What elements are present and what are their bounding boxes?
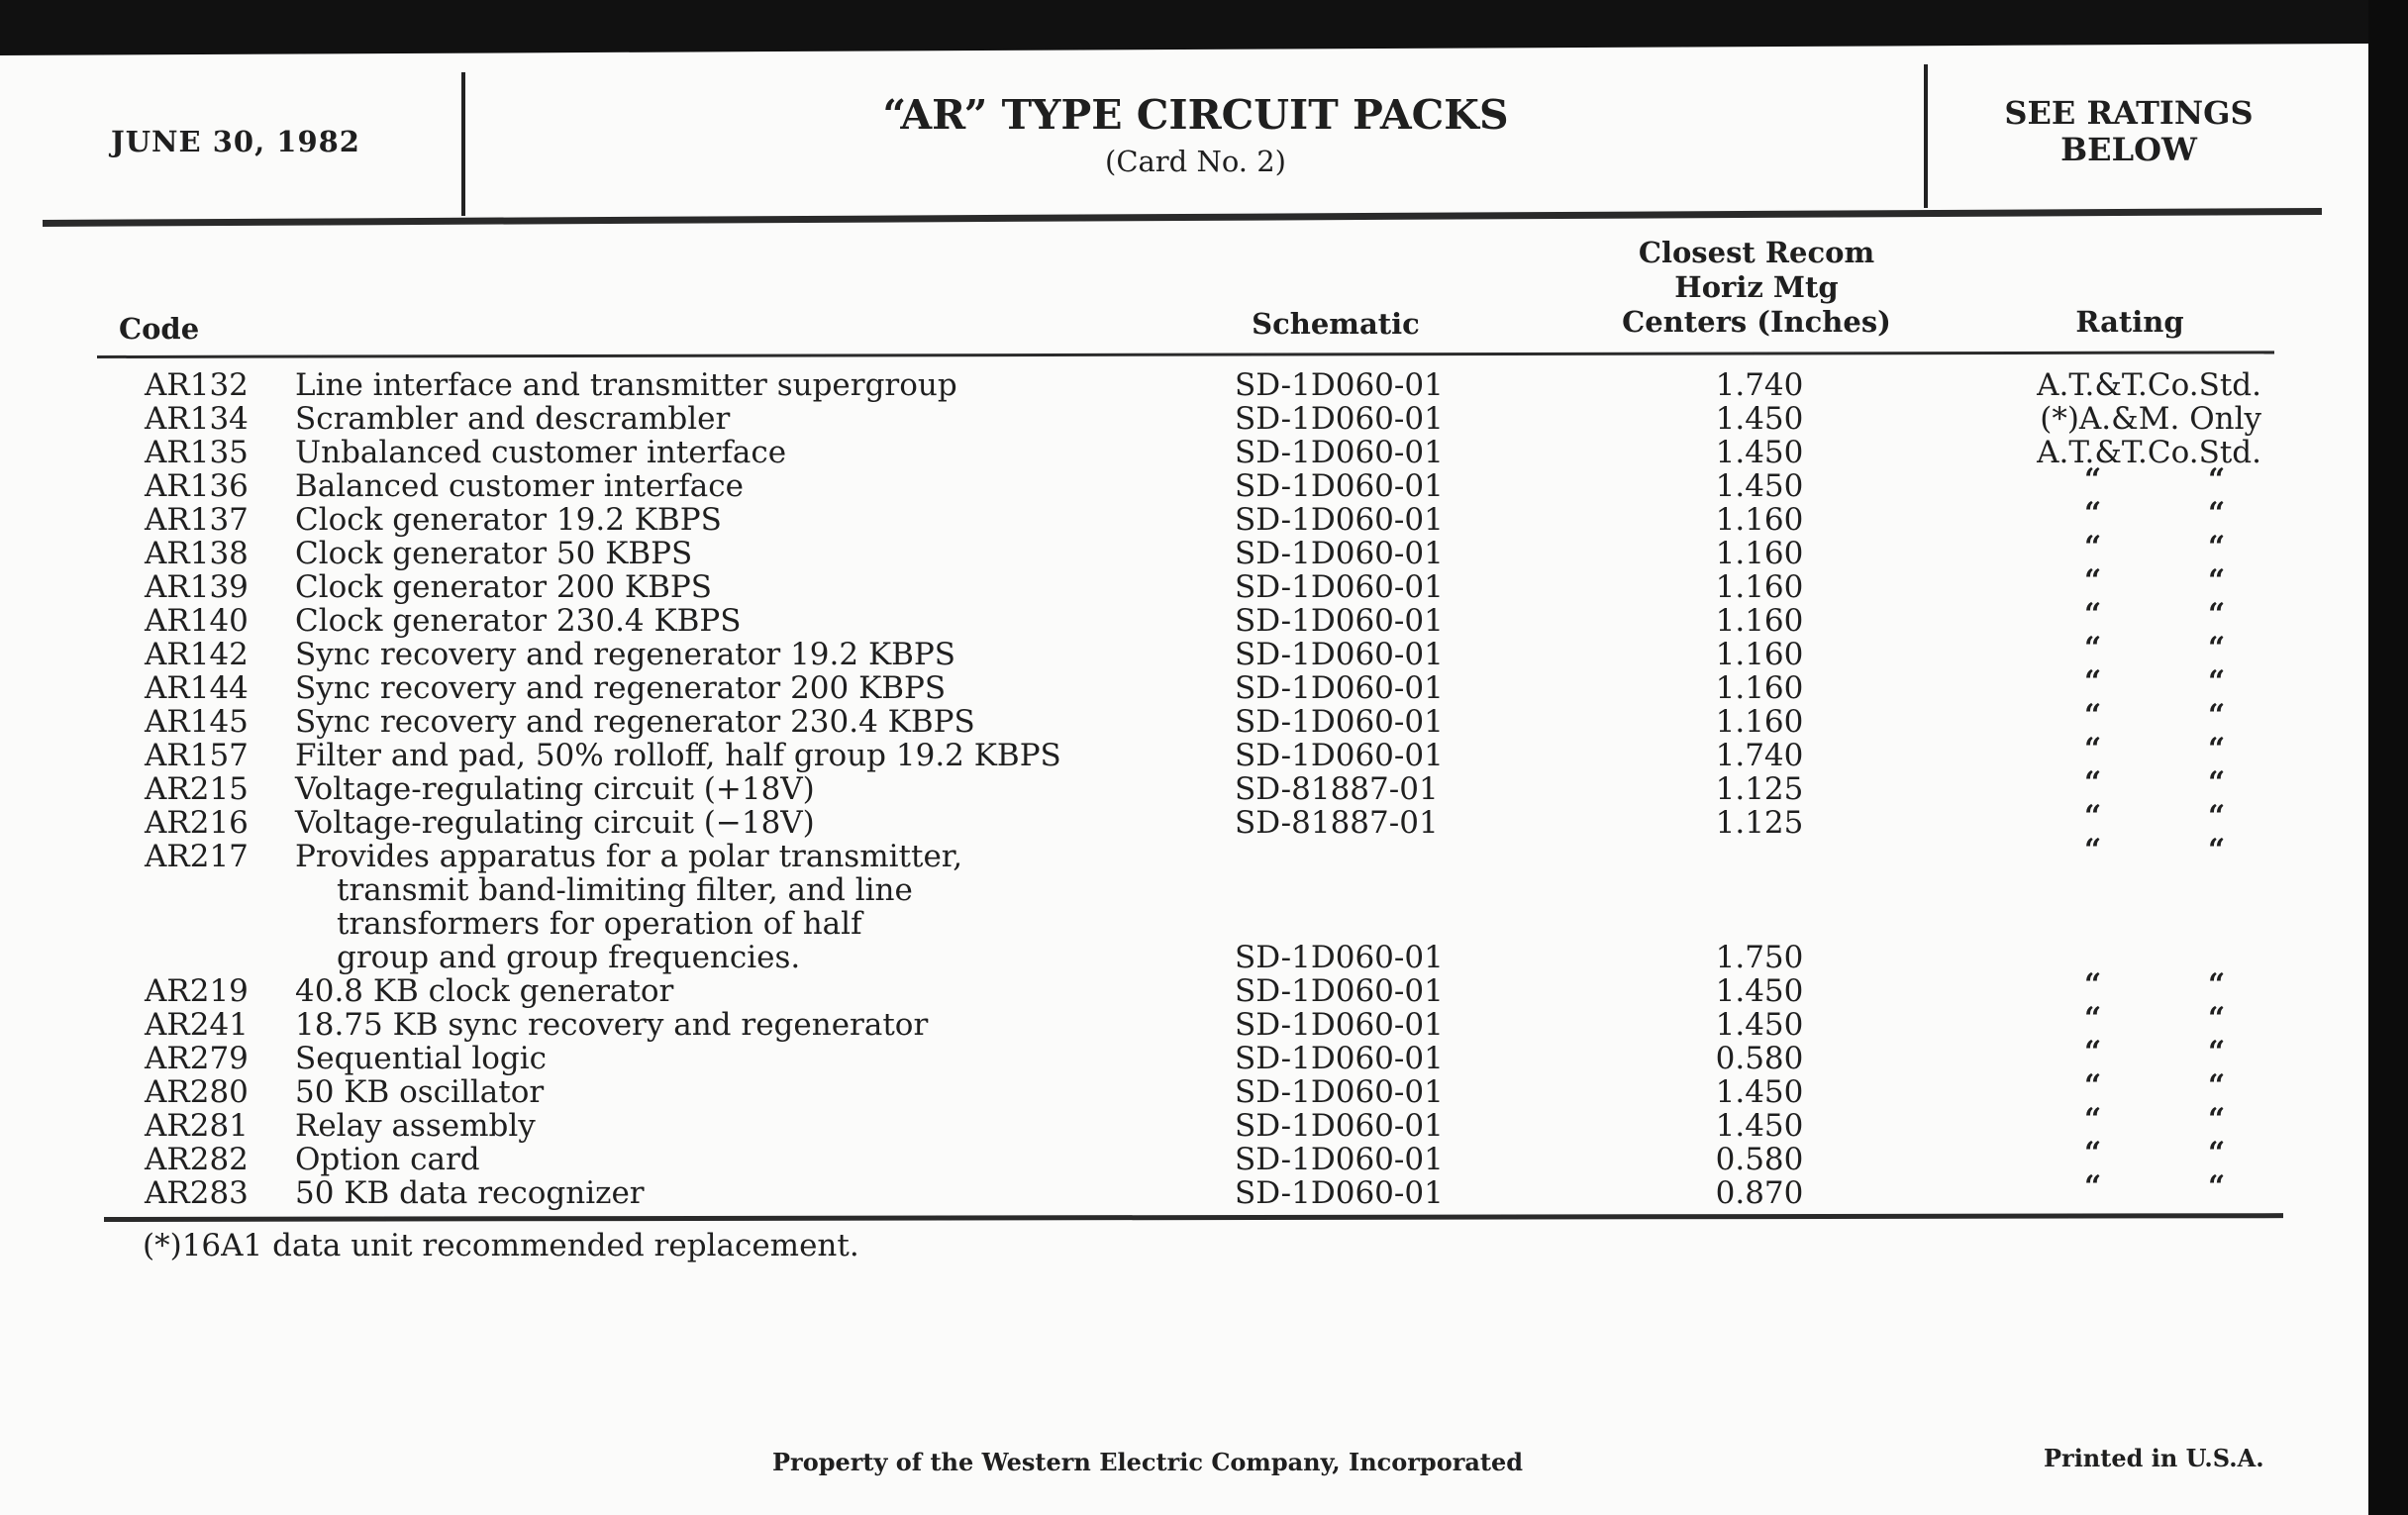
ditto-mark: “ xyxy=(2208,833,2226,867)
row-schematic: SD-1D060-01 xyxy=(1235,637,1444,672)
row-code: AR138 xyxy=(145,536,249,571)
card-subtitle: (Card No. 2) xyxy=(1105,145,1286,178)
row-code: AR135 xyxy=(145,435,249,470)
table-row xyxy=(0,462,2368,504)
row-description xyxy=(295,974,673,1008)
ratings-note-line1: SEE RATINGS xyxy=(2004,94,2254,132)
row-description xyxy=(295,638,955,671)
row-mounting-centers: 1.450 xyxy=(1715,435,1804,470)
ditto-mark: “ xyxy=(2084,563,2102,598)
description-line: Clock generator 50 KBPS xyxy=(295,536,693,571)
table-row xyxy=(0,368,2368,402)
card-title: “AR” TYPE CIRCUIT PACKS xyxy=(882,91,1509,139)
column-header-code: Code xyxy=(119,312,200,346)
ditto-mark: “ xyxy=(2084,1169,2102,1204)
table-row xyxy=(0,496,2368,538)
circuit-pack-table xyxy=(0,368,2368,1210)
description-line: Sequential logic xyxy=(295,1041,548,1076)
row-code: AR241 xyxy=(145,1007,249,1043)
row-code: AR282 xyxy=(145,1142,249,1177)
description-line: Sync recovery and regenerator 230.4 KBPS xyxy=(295,704,975,740)
row-mounting-centers: 0.870 xyxy=(1715,1175,1804,1211)
row-schematic: SD-1D060-01 xyxy=(1235,940,1444,975)
table-row xyxy=(0,631,2368,672)
row-rating: A.T.&T.Co.Std. xyxy=(2037,367,2261,403)
ditto-mark: “ xyxy=(2208,1136,2226,1170)
card-date: JUNE 30, 1982 xyxy=(111,125,360,158)
ratings-note-line2: BELOW xyxy=(2060,131,2197,168)
row-description xyxy=(295,469,744,503)
row-schematic: SD-1D060-01 xyxy=(1235,670,1444,706)
row-description xyxy=(295,840,962,974)
table-row xyxy=(0,1001,2368,1043)
row-code: AR142 xyxy=(145,637,249,672)
column-header-centers xyxy=(1598,236,1915,340)
ratings-note xyxy=(1941,95,2317,168)
row-code: AR279 xyxy=(145,1041,249,1076)
row-code: AR140 xyxy=(145,603,249,639)
row-schematic: SD-1D060-01 xyxy=(1235,973,1444,1009)
row-mounting-centers: 1.750 xyxy=(1715,940,1804,975)
row-schematic: SD-1D060-01 xyxy=(1235,603,1444,639)
row-code: AR217 xyxy=(145,839,249,874)
row-schematic: SD-1D060-01 xyxy=(1235,1175,1444,1211)
row-schematic: SD-1D060-01 xyxy=(1235,569,1444,605)
ditto-mark: “ xyxy=(2208,1102,2226,1137)
ditto-mark: “ xyxy=(2084,799,2102,834)
row-mounting-centers: 1.160 xyxy=(1715,569,1804,605)
ditto-mark: “ xyxy=(2084,698,2102,733)
row-schematic: SD-1D060-01 xyxy=(1235,367,1444,403)
description-line: Scrambler and descrambler xyxy=(295,401,731,437)
footnote: (*)16A1 data unit recommended replacement. xyxy=(143,1228,859,1263)
row-schematic: SD-1D060-01 xyxy=(1235,502,1444,538)
description-line: 50 KB data recognizer xyxy=(295,1175,645,1211)
ditto-mark: “ xyxy=(2084,1035,2102,1069)
description-line: Balanced customer interface xyxy=(295,468,744,504)
row-schematic: SD-1D060-01 xyxy=(1235,468,1444,504)
row-mounting-centers: 1.740 xyxy=(1715,738,1804,773)
ditto-mark: “ xyxy=(2208,698,2226,733)
row-rating: A.T.&T.Co.Std. xyxy=(2037,435,2261,470)
table-row xyxy=(0,436,2368,469)
column-header-rating: Rating xyxy=(2075,305,2184,339)
row-mounting-centers: 1.450 xyxy=(1715,1007,1804,1043)
scan-border xyxy=(2368,0,2408,1515)
row-code: AR136 xyxy=(145,468,249,504)
ditto-mark: “ xyxy=(2208,967,2226,1002)
row-description xyxy=(295,1075,544,1109)
row-mounting-centers: 1.125 xyxy=(1715,771,1804,807)
row-mounting-centers: 1.160 xyxy=(1715,603,1804,639)
row-code: AR281 xyxy=(145,1108,249,1144)
ditto-mark: “ xyxy=(2208,1068,2226,1103)
row-description xyxy=(295,1008,928,1042)
description-line: Clock generator 200 KBPS xyxy=(295,569,712,605)
row-schematic: SD-1D060-01 xyxy=(1235,536,1444,571)
row-description xyxy=(295,1143,480,1176)
ditto-mark: “ xyxy=(2084,1136,2102,1170)
table-row xyxy=(0,1035,2368,1076)
ditto-mark: “ xyxy=(2084,1001,2102,1036)
row-code: AR216 xyxy=(145,805,249,841)
row-rating: (*)A.&M. Only xyxy=(2040,401,2261,437)
ditto-mark: “ xyxy=(2208,799,2226,834)
row-mounting-centers: 1.125 xyxy=(1715,805,1804,841)
table-row xyxy=(0,967,2368,1009)
ditto-mark: “ xyxy=(2208,563,2226,598)
ditto-mark: “ xyxy=(2208,530,2226,564)
table-row xyxy=(0,563,2368,605)
row-description xyxy=(295,402,730,436)
table-row xyxy=(0,765,2368,807)
row-code: AR283 xyxy=(145,1175,249,1211)
ditto-mark: “ xyxy=(2208,1035,2226,1069)
ditto-mark: “ xyxy=(2084,765,2102,800)
ditto-mark: “ xyxy=(2084,833,2102,867)
table-row xyxy=(0,833,2368,975)
row-description xyxy=(295,671,946,705)
row-schematic: SD-1D060-01 xyxy=(1235,435,1444,470)
row-code: AR219 xyxy=(145,973,249,1009)
table-row xyxy=(0,402,2368,436)
ditto-mark: “ xyxy=(2084,732,2102,766)
row-mounting-centers: 1.740 xyxy=(1715,367,1804,403)
row-mounting-centers: 1.160 xyxy=(1715,704,1804,740)
row-description xyxy=(295,772,815,806)
table-row xyxy=(0,799,2368,841)
row-description xyxy=(295,739,1061,772)
row-schematic: SD-1D060-01 xyxy=(1235,1142,1444,1177)
ditto-mark: “ xyxy=(2084,597,2102,632)
row-description xyxy=(295,537,692,570)
centers-header-line1: Closest Recom xyxy=(1638,236,1875,269)
ditto-mark: “ xyxy=(2208,496,2226,531)
description-line: 50 KB oscillator xyxy=(295,1074,545,1110)
ditto-mark: “ xyxy=(2084,967,2102,1002)
ditto-mark: “ xyxy=(2208,597,2226,632)
row-mounting-centers: 1.160 xyxy=(1715,536,1804,571)
description-line: Clock generator 230.4 KBPS xyxy=(295,603,742,639)
row-code: AR215 xyxy=(145,771,249,807)
row-description xyxy=(295,436,786,469)
ditto-mark: “ xyxy=(2208,1169,2226,1204)
row-code: AR132 xyxy=(145,367,249,403)
row-code: AR134 xyxy=(145,401,249,437)
row-description xyxy=(295,705,975,739)
footer-property-notice: Property of the Western Electric Company, Incorporated xyxy=(772,1448,1524,1476)
table-row xyxy=(0,1136,2368,1177)
description-line: Voltage-regulating circuit (+18V) xyxy=(295,771,815,807)
row-mounting-centers: 1.160 xyxy=(1715,670,1804,706)
ditto-mark: “ xyxy=(2208,664,2226,699)
row-schematic: SD-1D060-01 xyxy=(1235,1074,1444,1110)
description-line: Provides apparatus for a polar transmitter, xyxy=(295,839,963,874)
row-mounting-centers: 1.160 xyxy=(1715,502,1804,538)
column-header-schematic: Schematic xyxy=(1252,307,1420,341)
row-code: AR144 xyxy=(145,670,249,706)
description-line: transformers for operation of half xyxy=(337,906,862,942)
description-line: Voltage-regulating circuit (−18V) xyxy=(295,805,815,841)
row-schematic: SD-1D060-01 xyxy=(1235,1007,1444,1043)
description-line: Sync recovery and regenerator 19.2 KBPS xyxy=(295,637,955,672)
row-description xyxy=(295,604,742,638)
ditto-mark: “ xyxy=(2084,496,2102,531)
ditto-mark: “ xyxy=(2084,1068,2102,1103)
table-row xyxy=(0,1169,2368,1211)
description-line: Clock generator 19.2 KBPS xyxy=(295,502,722,538)
ditto-mark: “ xyxy=(2208,462,2226,497)
row-mounting-centers: 1.450 xyxy=(1715,1074,1804,1110)
row-mounting-centers: 1.450 xyxy=(1715,401,1804,437)
row-description xyxy=(295,570,712,604)
row-code: AR139 xyxy=(145,569,249,605)
row-description xyxy=(295,1176,645,1210)
row-code: AR280 xyxy=(145,1074,249,1110)
table-row xyxy=(0,1068,2368,1110)
ditto-mark: “ xyxy=(2084,1102,2102,1137)
row-mounting-centers: 1.450 xyxy=(1715,1108,1804,1144)
ditto-mark: “ xyxy=(2208,765,2226,800)
table-row xyxy=(0,1102,2368,1144)
description-line: Sync recovery and regenerator 200 KBPS xyxy=(295,670,947,706)
footer-printed-in: Printed in U.S.A. xyxy=(2044,1444,2264,1472)
row-description xyxy=(295,1042,547,1075)
description-line: Line interface and transmitter supergroup xyxy=(295,367,957,403)
ditto-mark: “ xyxy=(2084,664,2102,699)
row-schematic: SD-81887-01 xyxy=(1235,771,1439,807)
row-code: AR157 xyxy=(145,738,249,773)
table-row xyxy=(0,530,2368,571)
description-line: Relay assembly xyxy=(295,1108,536,1144)
description-line: 18.75 KB sync recovery and regenerator xyxy=(295,1007,929,1043)
description-line: group and group frequencies. xyxy=(337,940,801,975)
description-line: Option card xyxy=(295,1142,480,1177)
description-line: Unbalanced customer interface xyxy=(295,435,787,470)
ditto-mark: “ xyxy=(2084,631,2102,665)
table-row xyxy=(0,698,2368,740)
row-description xyxy=(295,1109,536,1143)
row-code: AR145 xyxy=(145,704,249,740)
row-mounting-centers: 1.450 xyxy=(1715,468,1804,504)
row-description xyxy=(295,368,957,402)
ditto-mark: “ xyxy=(2208,732,2226,766)
table-row xyxy=(0,597,2368,639)
row-code: AR137 xyxy=(145,502,249,538)
row-schematic: SD-81887-01 xyxy=(1235,805,1439,841)
row-schematic: SD-1D060-01 xyxy=(1235,738,1444,773)
ditto-mark: “ xyxy=(2208,631,2226,665)
centers-header-line2: Horiz Mtg xyxy=(1674,270,1839,304)
row-mounting-centers: 1.450 xyxy=(1715,973,1804,1009)
row-schematic: SD-1D060-01 xyxy=(1235,401,1444,437)
row-schematic: SD-1D060-01 xyxy=(1235,704,1444,740)
row-mounting-centers: 0.580 xyxy=(1715,1142,1804,1177)
description-line: transmit band-limiting filter, and line xyxy=(337,872,913,908)
row-schematic: SD-1D060-01 xyxy=(1235,1108,1444,1144)
description-line: Filter and pad, 50% rolloff, half group 19.2 KBPS xyxy=(295,738,1061,773)
table-row xyxy=(0,732,2368,773)
table-row xyxy=(0,664,2368,706)
ditto-mark: “ xyxy=(2084,462,2102,497)
row-schematic: SD-1D060-01 xyxy=(1235,1041,1444,1076)
row-mounting-centers: 0.580 xyxy=(1715,1041,1804,1076)
row-description xyxy=(295,806,815,840)
centers-header-line3: Centers (Inches) xyxy=(1622,305,1891,339)
row-mounting-centers: 1.160 xyxy=(1715,637,1804,672)
ditto-mark: “ xyxy=(2208,1001,2226,1036)
description-line: 40.8 KB clock generator xyxy=(295,973,674,1009)
row-description xyxy=(295,503,722,537)
ditto-mark: “ xyxy=(2084,530,2102,564)
